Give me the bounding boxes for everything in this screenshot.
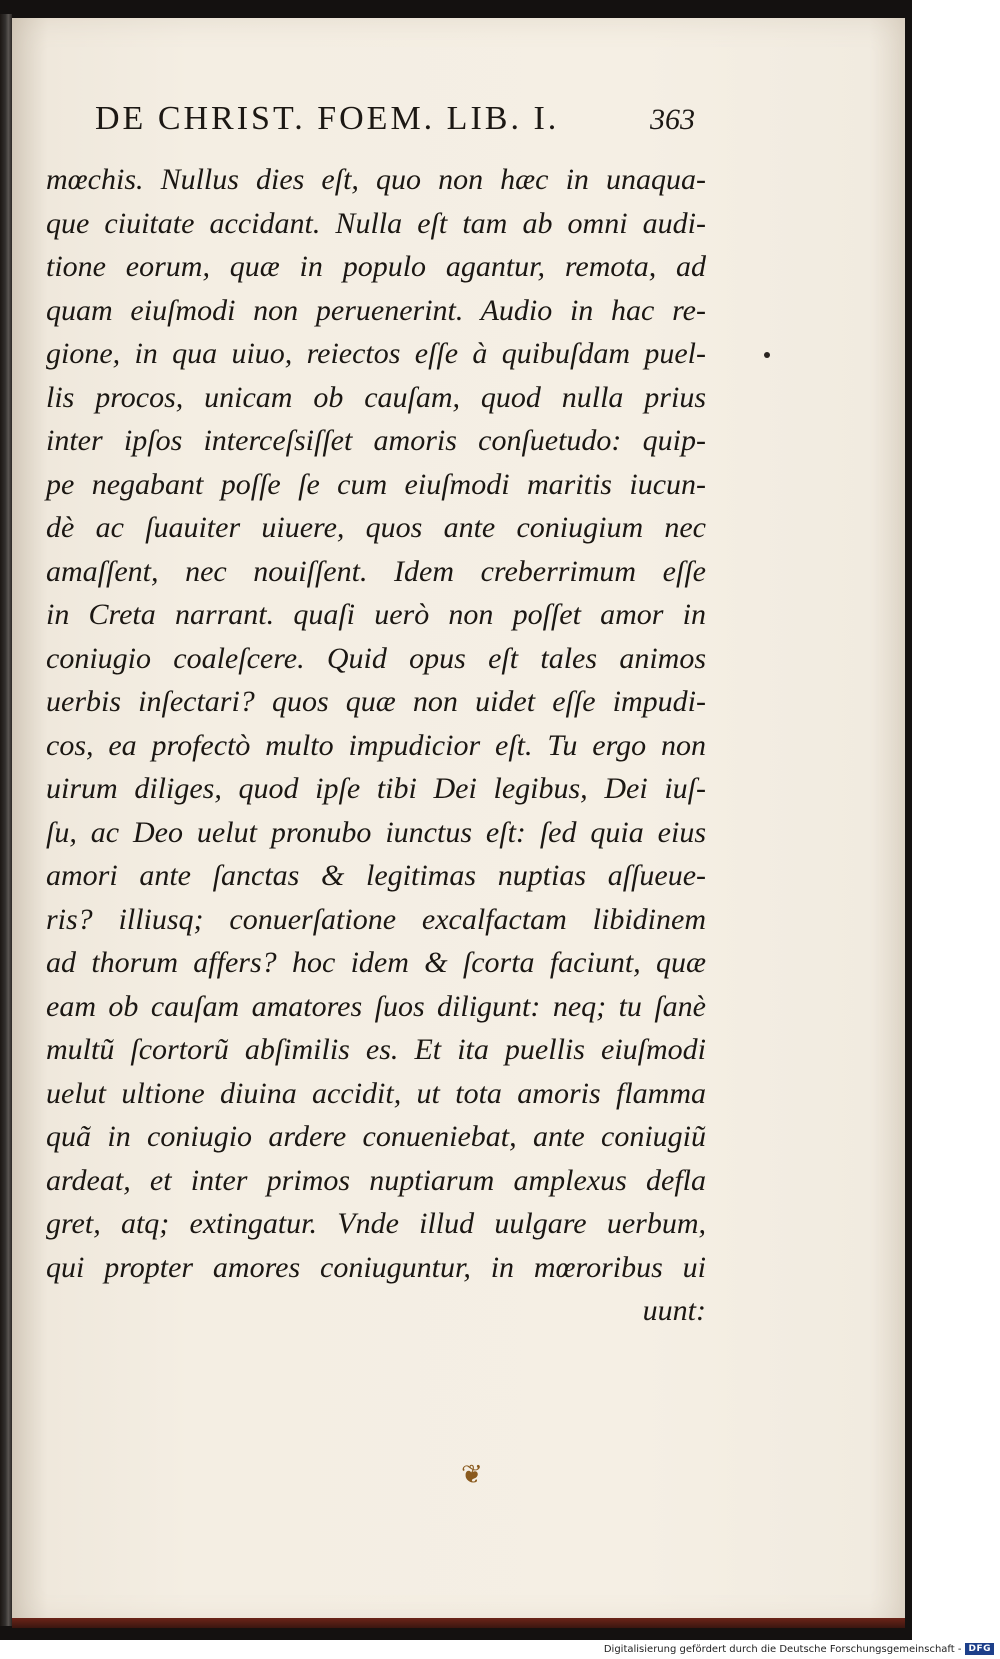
text-line: amori ante ſanctas & legitimas nuptias aſſueue- bbox=[46, 859, 706, 892]
credit-text: Digitalisierung gefördert durch die Deutsche Forschungsgemeinschaft - bbox=[603, 1643, 962, 1655]
digitization-credit bbox=[604, 1643, 994, 1655]
text-line: coniugio coaleſcere. Quid opus eſt tales animos bbox=[46, 641, 706, 675]
text-line: lis procos, unicam ob cauſam, quod nulla prius bbox=[46, 380, 706, 414]
text-line: inter ipſos interceſsiſſet amoris conſuetudo: quip- bbox=[46, 424, 706, 457]
text-line: ris? illiusq; conuerſatione excalfactam libidinem bbox=[46, 902, 706, 936]
page-number: 363 bbox=[650, 103, 695, 136]
page-bottom-edge bbox=[12, 1618, 905, 1628]
text-line: amaſſent, nec nouiſſent. Idem creberrimum eſſe bbox=[46, 554, 706, 588]
body-text bbox=[46, 158, 706, 1333]
text-line: in Creta narrant. quaſi uerò non poſſet amor in bbox=[46, 598, 706, 631]
text-line: quam eiuſmodi non peruenerint. Audio in hac re- bbox=[46, 293, 706, 327]
text-line: gret, atq; extingatur. Vnde illud uulgare uerbum, bbox=[46, 1207, 706, 1240]
text-line: eam ob cauſam amatores ſuos diligunt: neq; tu ſanè bbox=[46, 989, 706, 1023]
text-line: gione, in qua uiuo, reiectos eſſe à quibuſdam puel- bbox=[46, 337, 706, 370]
text-line: tione eorum, quæ in populo agantur, remota, ad bbox=[46, 250, 706, 283]
text-line: dè ac ſuauiter uiuere, quos ante coniugium nec bbox=[46, 511, 706, 544]
book-cover-edge bbox=[0, 14, 12, 1626]
text-line: uelut ultione diuina accidit, ut tota amoris flamma bbox=[46, 1076, 706, 1110]
text-line: ardeat, et inter primos nuptiarum amplexus defla bbox=[46, 1163, 706, 1197]
dfg-logo-icon: DFG bbox=[965, 1643, 994, 1655]
text-line: qui propter amores coniuguntur, in mœroribus ui bbox=[46, 1250, 706, 1284]
text-line: uerbis inſectari? quos quæ non uidet eſſe impudi- bbox=[46, 685, 706, 718]
running-head-title: DE CHRIST. FOEM. LIB. I. bbox=[95, 100, 560, 137]
text-line: multũ ſcortorũ abſimilis es. Et ita puellis eiuſmodi bbox=[46, 1033, 706, 1066]
fleuron-ornament-icon: ❦ bbox=[461, 1460, 483, 1489]
text-line: quã in coniugio ardere conueniebat, ante coniugiũ bbox=[46, 1120, 706, 1153]
text-line: ad thorum affers? hoc idem & ſcorta faciunt, quæ bbox=[46, 946, 706, 979]
margin-mark bbox=[764, 352, 770, 358]
text-line-catchword: uunt: bbox=[642, 1294, 706, 1327]
running-head bbox=[95, 100, 695, 148]
text-line: ſu, ac Deo uelut pronubo iunctus eſt: ſed quia eius bbox=[46, 815, 706, 849]
text-line: mœchis. Nullus dies eſt, quo non hæc in unaqua- bbox=[46, 163, 706, 196]
text-line: uirum diliges, quod ipſe tibi Dei legibus, Dei iuſ- bbox=[46, 772, 706, 805]
text-line: pe negabant poſſe ſe cum eiuſmodi maritis iucun- bbox=[46, 467, 706, 501]
text-line: cos, ea profectò multo impudicior eſt. Tu ergo non bbox=[46, 728, 706, 762]
text-line: que ciuitate accidant. Nulla eſt tam ab omni audi- bbox=[46, 206, 706, 240]
